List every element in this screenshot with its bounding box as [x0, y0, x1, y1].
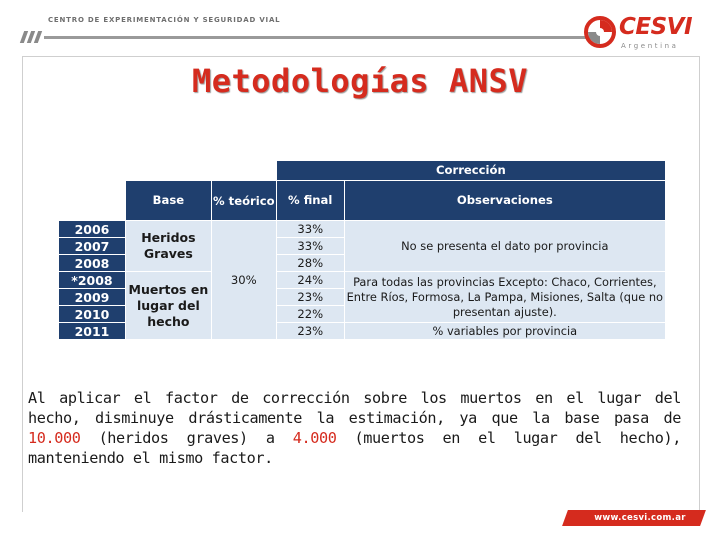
observation-cell: No se presenta el dato por provincia: [344, 221, 665, 272]
footer-url[interactable]: www.cesvi.com.ar: [594, 513, 686, 523]
observation-cell: % variables por provincia: [344, 323, 665, 340]
column-header-base: Base: [125, 181, 211, 221]
base-muertos-lugar: Muertos en lugar del hecho: [125, 272, 211, 340]
logo-name: CESVI: [619, 14, 693, 40]
cesvi-logo-icon: [584, 16, 616, 48]
column-header-final: % final: [276, 181, 344, 221]
header-divider: [44, 36, 599, 39]
year-cell: *2008: [59, 272, 126, 289]
pct-final-cell: 23%: [276, 323, 344, 340]
column-header-teorico: % teórico: [211, 181, 276, 221]
year-cell: 2011: [59, 323, 126, 340]
pct-final-cell: 23%: [276, 289, 344, 306]
highlight-value: 10.000: [28, 429, 81, 447]
paragraph-text: Al aplicar el factor de corrección sobre los muertos en el lugar del hecho, disminuye drásticamente la estimación, ya que la base pasa de: [28, 389, 681, 427]
empty-cell: [59, 161, 126, 181]
pct-teorico-cell: 30%: [211, 221, 276, 340]
year-cell: 2008: [59, 255, 126, 272]
cesvi-logo: [584, 14, 696, 52]
column-header-observaciones: Observaciones: [344, 181, 665, 221]
pct-final-cell: 24%: [276, 272, 344, 289]
year-cell: 2006: [59, 221, 126, 238]
pct-final-cell: 28%: [276, 255, 344, 272]
correction-table: [58, 160, 666, 342]
paragraph-text: (muertos en el lugar del hecho), manteniendo el mismo factor.: [28, 429, 682, 467]
group-header: Corrección: [276, 161, 665, 181]
page-title: Metodologías ANSV: [191, 62, 528, 100]
empty-cell: [211, 161, 276, 181]
empty-cell: [125, 161, 211, 181]
base-heridos-graves: Heridos Graves: [125, 221, 211, 272]
logo-country: Argentina: [621, 42, 679, 50]
pct-final-cell: 33%: [276, 221, 344, 238]
header-band: [20, 14, 575, 44]
year-cell: 2007: [59, 238, 126, 255]
explanation-paragraph: [28, 388, 681, 468]
observation-cell: Para todas las provincias Excepto: Chaco, Corrientes, Entre Ríos, Formosa, La Pampa, Misiones, Salta (que no presentan ajuste).: [344, 272, 665, 323]
paragraph-text: (heridos graves) a: [98, 429, 275, 447]
empty-cell: [59, 181, 126, 221]
year-cell: 2010: [59, 306, 126, 323]
pct-final-cell: 22%: [276, 306, 344, 323]
slash-decoration-icon: [20, 31, 40, 43]
pct-final-cell: 33%: [276, 238, 344, 255]
org-name: CENTRO DE EXPERIMENTACIÓN Y SEGURIDAD VIAL: [48, 16, 281, 24]
highlight-value: 4.000: [292, 429, 337, 447]
year-cell: 2009: [59, 289, 126, 306]
